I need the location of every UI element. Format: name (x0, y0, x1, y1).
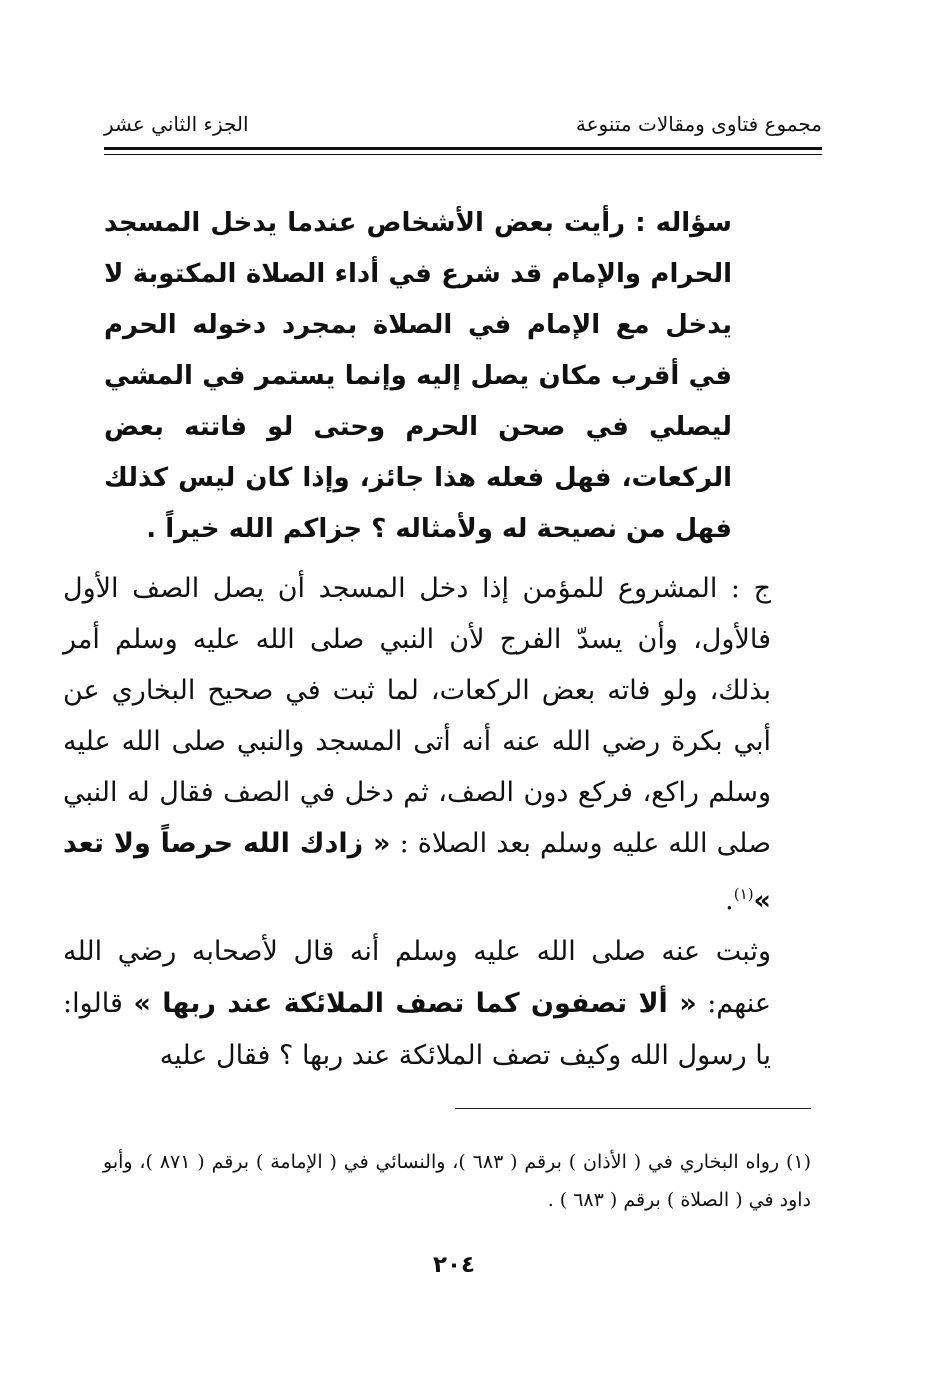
running-header (104, 112, 822, 146)
footnote-separator (455, 1108, 811, 1109)
hadith-quote-1: « زادك الله حرصاً ولا تعد » (63, 828, 771, 916)
answer-end: . (725, 885, 734, 916)
footnote (103, 1143, 811, 1219)
page-number: ٢٠٤ (432, 1252, 476, 1278)
volume-label: الجزء الثاني عشر (104, 112, 249, 136)
answer-paragraph (63, 563, 811, 926)
paragraph2-continuation: قالوا: يا رسول الله وكيف تصف الملائكة عند ربها ؟ فقال عليه (63, 988, 771, 1071)
paragraph2-text: وثبت عنه صلى الله عليه وسلم أنه قال لأصحابه رضي الله عنهم: (63, 936, 771, 1019)
book-title: مجموع فتاوى ومقالات متنوعة (575, 112, 822, 136)
footnote-ref: (١) (733, 885, 754, 903)
hadith-quote-2: « ألا تصفون كما تصف الملائكة عند ربها » (133, 988, 697, 1019)
second-paragraph (63, 926, 811, 1082)
question-paragraph (104, 198, 732, 555)
header-rule-thin (104, 154, 822, 155)
footnote-text: (١) رواه البخاري في ( الأذان ) برقم ( ٦٨٣ )، والنسائي في ( الإمامة ) برقم ( ٨٧١ )، وأبو داود في ( الصلاة ) برقم ( ٦٨٣ ) . (103, 1151, 812, 1211)
answer-text: ج : المشروع للمؤمن إذا دخل المسجد أن يصل الصف الأول فالأول، وأن يسدّ الفرج لأن النبي صلى الله عليه وسلم أمر بذلك، ولو فاته بعض الركعات، لما ثبت في صحيح البخاري عن أبي بكرة رضي الله عنه أنه أتى المسجد والنبي صلى الله عليه وسلم راكع، فركع دون الصف، ثم دخل في الصف فقال له النبي صلى الله عليه وسلم بعد الصلاة : (63, 573, 771, 859)
question-text: سؤاله : رأيت بعض الأشخاص عندما يدخل المسجد الحرام والإمام قد شرع في أداء الصلاة المكتوبة لا يدخل مع الإمام في الصلاة بمجرد دخوله الحرم في أقرب مكان يصل إليه وإنما يستمر في المشي ليصلي في صحن الحرم وحتى لو فاتته بعض الركعات، فهل فعله هذا جائز، وإذا كان ليس كذلك فهل من نصيحة له ولأمثاله ؟ جزاكم الله خيراً . (104, 208, 732, 544)
header-rule-thick (104, 147, 822, 150)
